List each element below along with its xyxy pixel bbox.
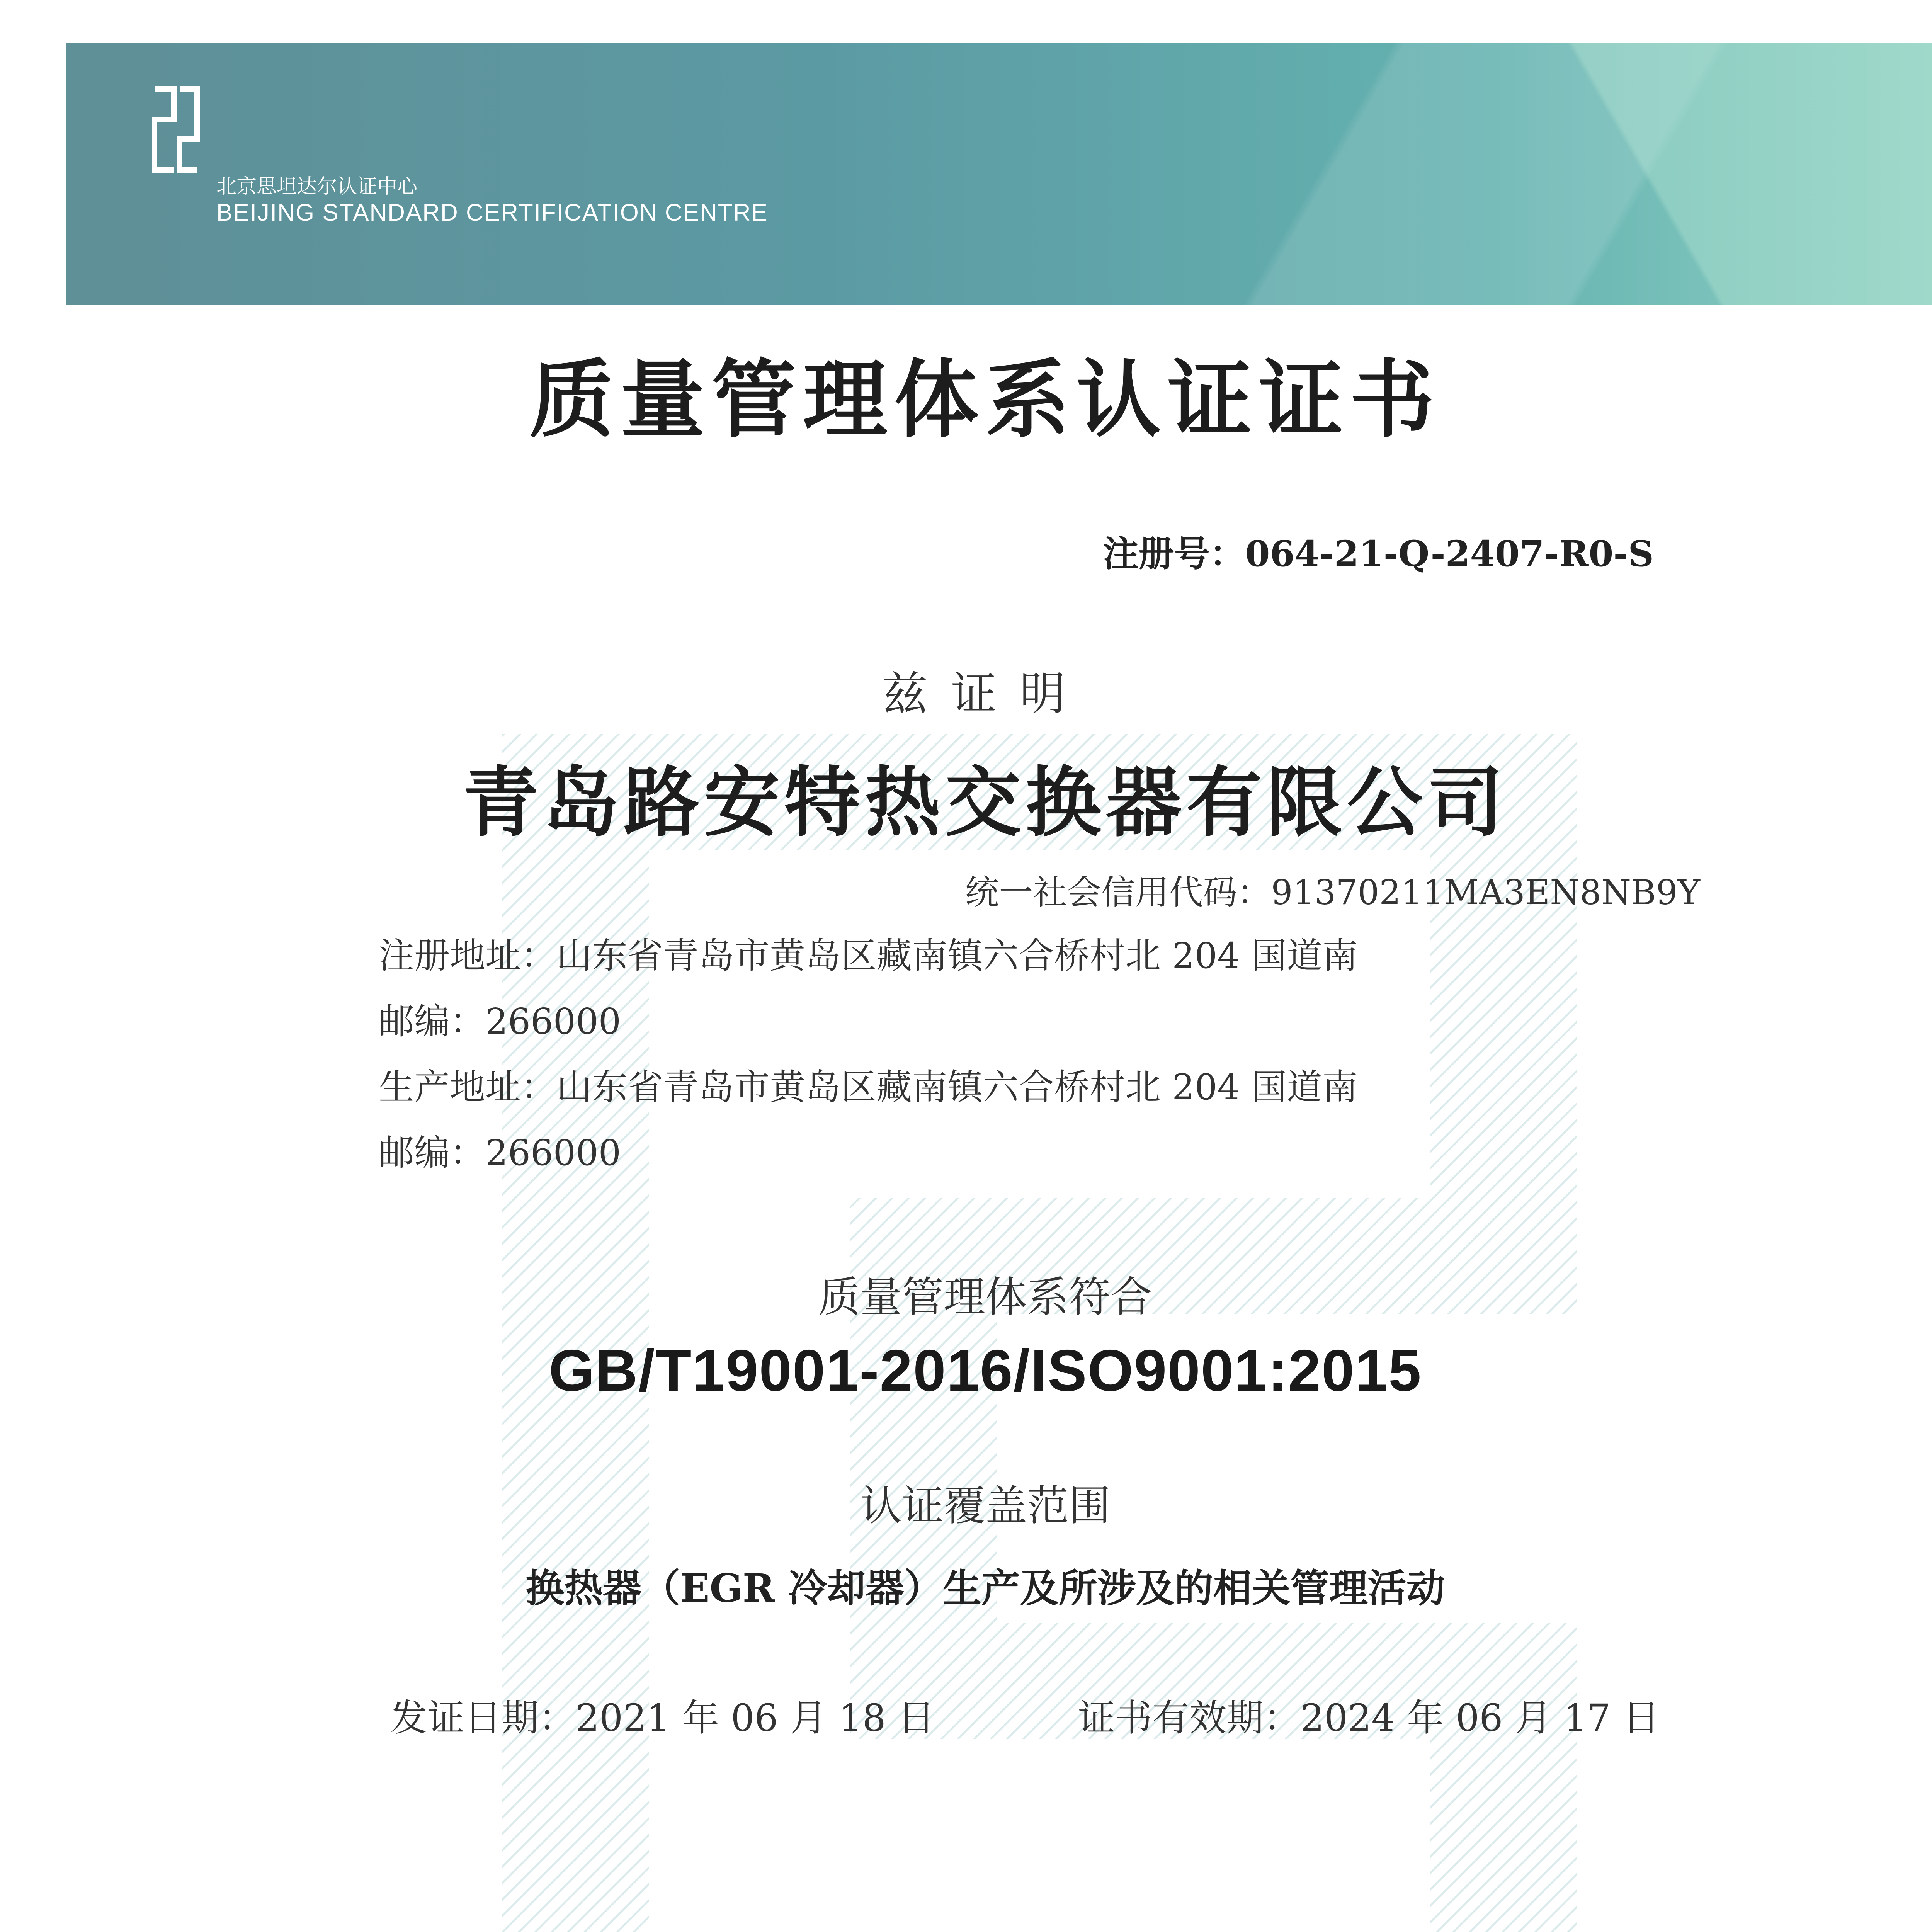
certification-scope: 换热器（EGR 冷却器）生产及所涉及的相关管理活动 bbox=[526, 1565, 1445, 1611]
conform-label: 质量管理体系符合 bbox=[818, 1273, 1152, 1321]
credit-code: 统一社会信用代码：91370211MA3EN8NB9Y bbox=[965, 872, 1700, 912]
standard-code: GB/T19001-2016/ISO9001:2015 bbox=[549, 1338, 1422, 1403]
brand-name-cn: 北京思坦达尔认证中心 bbox=[216, 175, 418, 198]
production-address: 生产地址：山东省青岛市黄岛区藏南镇六合桥村北 204 国道南 bbox=[379, 1066, 1358, 1108]
production-postcode: 邮编：266000 bbox=[379, 1132, 621, 1173]
bsc-logo-icon bbox=[151, 85, 201, 174]
certificate-title: 质量管理体系认证证书 bbox=[529, 350, 1441, 449]
registered-postcode: 邮编：266000 bbox=[379, 1001, 621, 1042]
registered-address: 注册地址：山东省青岛市黄岛区藏南镇六合桥村北 204 国道南 bbox=[379, 935, 1358, 976]
scope-label: 认证覆盖范围 bbox=[860, 1482, 1111, 1530]
hereby-certify: 兹证明 bbox=[882, 667, 1088, 720]
issue-date: 发证日期：2021 年 06 月 18 日 bbox=[390, 1696, 935, 1740]
company-name: 青岛路安特热交换器有限公司 bbox=[463, 758, 1508, 847]
brand-name-en: BEIJING STANDARD CERTIFICATION CENTRE bbox=[216, 199, 768, 226]
valid-until-date: 证书有效期：2024 年 06 月 17 日 bbox=[1078, 1696, 1660, 1740]
registration-number: 注册号：064-21-Q-2407-R0-S bbox=[1103, 533, 1654, 575]
